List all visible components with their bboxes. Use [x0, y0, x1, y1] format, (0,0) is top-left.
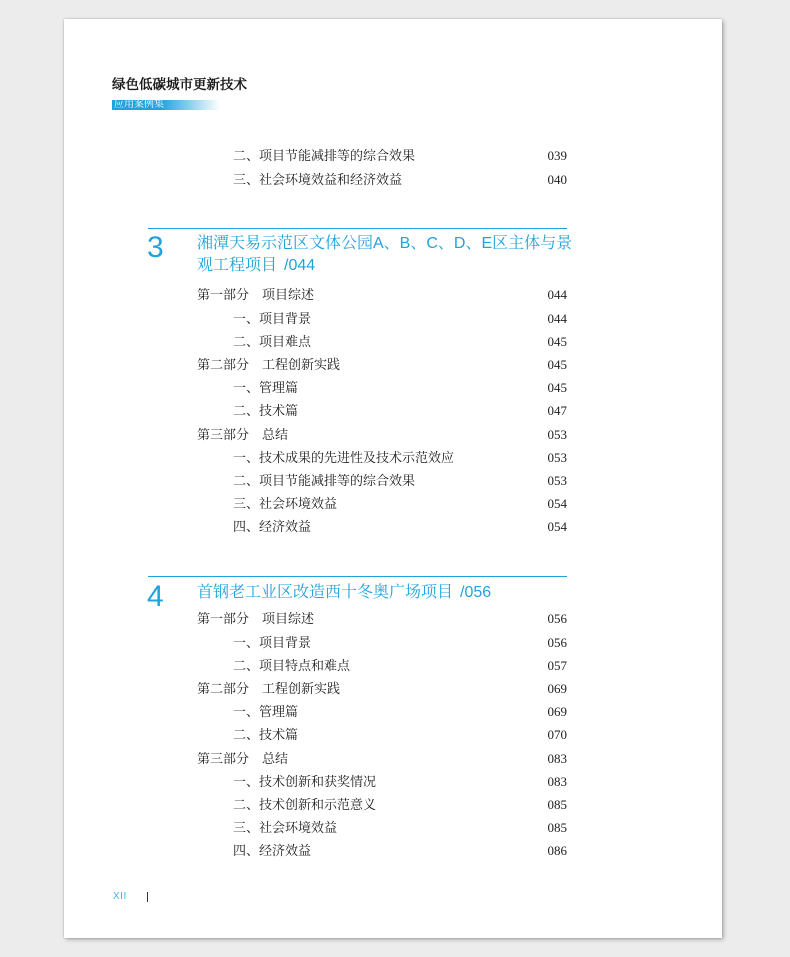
toc-entry-label: 二、技术篇 — [233, 403, 299, 419]
toc-entry-page: 054 — [547, 519, 567, 535]
book-title: 绿色低碳城市更新技术 — [112, 77, 247, 92]
page-number: XII — [113, 891, 127, 902]
toc-entry — [197, 700, 567, 723]
toc-entry — [197, 330, 567, 353]
toc-entry-label: 二、技术创新和示范意义 — [233, 796, 377, 812]
section-page-ref: /044 — [284, 257, 316, 274]
toc-entry — [197, 144, 567, 167]
toc-entry — [197, 770, 567, 793]
toc-part-label — [197, 283, 314, 306]
toc-entry-label: 四、经济效益 — [233, 519, 312, 535]
toc-entry-page: 083 — [547, 750, 567, 766]
toc-entry-label: 一、项目背景 — [233, 310, 312, 326]
section-title-line — [197, 582, 491, 604]
toc-part-number: 第三部分 — [197, 750, 250, 766]
toc-part-title: 项目综述 — [262, 611, 315, 627]
toc-part-number: 第一部分 — [197, 611, 250, 627]
toc-entry-page: 069 — [547, 704, 567, 720]
toc-entry — [197, 168, 567, 191]
section-title — [197, 582, 491, 604]
toc-entry — [197, 723, 567, 746]
section-title — [197, 233, 572, 277]
toc-entry-page: 057 — [547, 657, 567, 673]
toc-part-label — [197, 747, 288, 770]
toc-continued-list — [197, 144, 567, 190]
toc-entry-label: 二、项目节能减排等的综合效果 — [233, 472, 416, 488]
toc-entry-label: 二、项目难点 — [233, 333, 312, 349]
toc-part-label — [197, 423, 288, 446]
toc-entry-label: 一、项目背景 — [233, 634, 312, 650]
toc-entry-page: 040 — [547, 171, 567, 187]
subtitle-label: 应用案例集 — [114, 99, 164, 110]
toc-part-number: 第二部分 — [197, 680, 250, 696]
toc-entry-label: 四、经济效益 — [233, 843, 312, 859]
toc-entry-label: 二、项目特点和难点 — [233, 657, 351, 673]
toc-entry-label: 一、管理篇 — [233, 380, 299, 396]
subtitle-banner — [112, 100, 220, 110]
section-title-line — [197, 255, 572, 277]
toc-entry-page: 054 — [547, 496, 567, 512]
toc-entry-page: 045 — [547, 333, 567, 349]
toc-entry-page: 053 — [547, 472, 567, 488]
toc-entry-page: 085 — [547, 820, 567, 836]
toc-entry-page: 044 — [547, 287, 567, 303]
section-number: 3 — [147, 231, 164, 264]
toc-entry-label: 二、项目节能减排等的综合效果 — [233, 148, 416, 164]
toc-entry-page: 053 — [547, 449, 567, 465]
toc-part-entry — [197, 747, 567, 770]
toc-part-number: 第二部分 — [197, 356, 250, 372]
toc-entry — [197, 631, 567, 654]
toc-entry — [197, 816, 567, 839]
toc-entry-page: 069 — [547, 680, 567, 696]
section-divider — [148, 228, 567, 229]
section-number: 4 — [147, 580, 164, 613]
toc-entry — [197, 654, 567, 677]
toc-entry-page: 070 — [547, 727, 567, 743]
toc-entry — [197, 793, 567, 816]
toc-section-list — [197, 283, 567, 538]
toc-part-entry — [197, 423, 567, 446]
toc-entry-page: 039 — [547, 148, 567, 164]
section-title-text: 首钢老工业区改造西十冬奥广场项目 — [197, 584, 454, 601]
toc-entry — [197, 376, 567, 399]
toc-part-label — [197, 353, 340, 376]
toc-part-title: 总结 — [262, 750, 289, 766]
toc-entry — [197, 399, 567, 422]
toc-entry — [197, 307, 567, 330]
toc-entry-label: 三、社会环境效益 — [233, 496, 338, 512]
toc-entry-page: 053 — [547, 426, 567, 442]
section-page-ref: /056 — [460, 584, 492, 601]
toc-entry-label: 三、社会环境效益 — [233, 820, 338, 836]
toc-entry-page: 045 — [547, 356, 567, 372]
toc-part-entry — [197, 677, 567, 700]
toc-entry — [197, 469, 567, 492]
toc-part-number: 第三部分 — [197, 426, 250, 442]
toc-entry — [197, 839, 567, 862]
toc-section-list — [197, 607, 567, 862]
toc-entry — [197, 446, 567, 469]
toc-entry-label: 三、社会环境效益和经济效益 — [233, 171, 403, 187]
toc-entry-label: 二、技术篇 — [233, 727, 299, 743]
section-title-text: 观工程项目 — [197, 257, 278, 274]
section-divider — [148, 576, 567, 577]
toc-part-entry — [197, 353, 567, 376]
toc-part-entry — [197, 607, 567, 630]
toc-entry-page: 085 — [547, 796, 567, 812]
toc-entry-page: 056 — [547, 634, 567, 650]
toc-entry-label: 一、技术成果的先进性及技术示范效应 — [233, 449, 455, 465]
toc-entry-label: 一、技术创新和获奖情况 — [233, 773, 377, 789]
toc-entry — [197, 515, 567, 538]
toc-entry — [197, 492, 567, 515]
toc-part-title: 工程创新实践 — [262, 356, 341, 372]
toc-entry-page: 044 — [547, 310, 567, 326]
toc-part-entry — [197, 283, 567, 306]
folio-separator — [147, 892, 148, 902]
toc-part-title: 工程创新实践 — [262, 680, 341, 696]
toc-entry-page: 047 — [547, 403, 567, 419]
toc-entry-page: 045 — [547, 380, 567, 396]
section-title-line: 湘潭天易示范区文体公园A、B、C、D、E区主体与景 — [197, 235, 573, 252]
toc-entry-label: 一、管理篇 — [233, 704, 299, 720]
toc-entry-page: 056 — [547, 611, 567, 627]
toc-part-number: 第一部分 — [197, 287, 250, 303]
toc-entry-page: 083 — [547, 773, 567, 789]
toc-part-label — [197, 607, 314, 630]
toc-part-title: 总结 — [262, 426, 289, 442]
toc-part-label — [197, 677, 340, 700]
toc-entry-page: 086 — [547, 843, 567, 859]
toc-part-title: 项目综述 — [262, 287, 315, 303]
